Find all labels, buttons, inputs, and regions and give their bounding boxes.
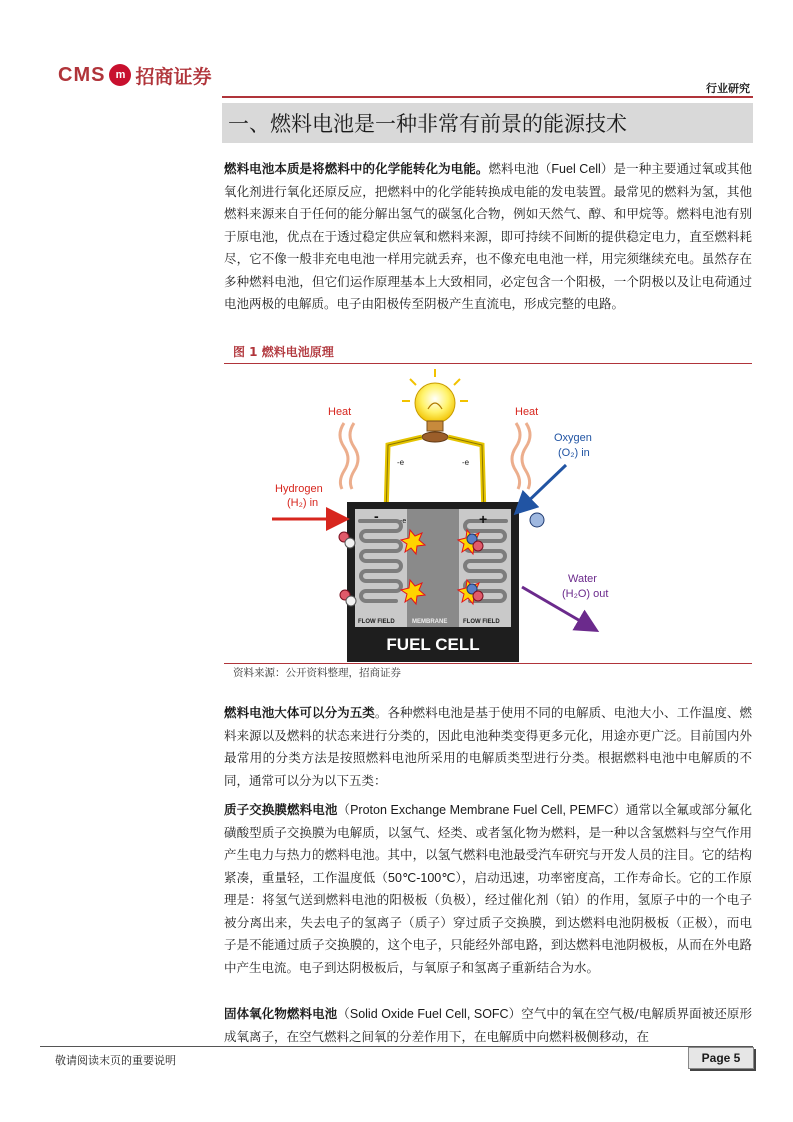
- paragraph-text: ），启动迅速，功率密度高，工作寿命长。它的工作原理是：将氢气送到燃料电池的阳极板（负极），经过催化剂（铂）的作用，氢原子中的一个电子被分离出来，失去电子的氢离子（质子）穿过质子交换膜，到达燃料电池阴极板（正极），而电子是不能通过质子交换膜的，这个电子，只能经外部电路，到达燃料电池阴极板，从而在外电路中产生电流。电子到达阴极板后，与氧原子和氢离子重新结合为水。: [224, 869, 752, 975]
- fuel-cell-label: FUEL CELL: [386, 635, 480, 654]
- paragraph-lead: 固体氧化物燃料电池: [224, 1006, 338, 1021]
- electron-label-cell: -e: [400, 518, 407, 525]
- footer-notice: 敬请阅读末页的重要说明: [55, 1054, 176, 1067]
- report-type: 行业研究: [706, 82, 750, 95]
- paragraph-text: ）是一种主要通过氧或其他氧化剂进行氧化还原反应，把燃料中的化学能转换成电能的发电装置。最常见的燃料为氢，其他燃料来源来自于任何的能分解出氢气的碳氢化合物，例如天然气、醇、和甲烷等。燃料电池有别于原电池，优点在于透过稳定供应氧和燃料来源，即可持续不间断的提供稳定电力，直至燃料耗尽，它不像一般非充电电池一样用完就丢弃，也不像充电电池一样，用完须继续充电。虽然存在多种燃料电池，但它们运作原理基本上大致相同，必定包含一个阳极，一个阴极以及让电荷通过电池两极的电解质。电子由阳极传至阴极产生直流电，形成完整的电路。: [224, 161, 752, 311]
- paragraph-text: （: [337, 1006, 350, 1021]
- paragraph-lead: 燃料电池大体可以分为五类: [224, 705, 375, 720]
- oxygen-formula-label: (O₂) in: [558, 447, 590, 459]
- flow-field-right-label: FLOW FIELD: [463, 619, 500, 625]
- figure-top-rule: [224, 363, 752, 364]
- paragraph-fuel-cell-types: [224, 702, 752, 792]
- paragraph-text: 燃料电池（: [488, 161, 552, 176]
- water-label: Water: [568, 573, 597, 585]
- electron-label-right: -e: [462, 458, 470, 467]
- paragraph-term: 50℃-100℃: [388, 870, 456, 885]
- paragraph-lead: 燃料电池本质是将燃料中的化学能转化为电能。: [224, 161, 489, 176]
- membrane: [407, 509, 459, 627]
- logo-chinese: 招商证券: [135, 65, 212, 88]
- footer-divider: [40, 1046, 753, 1047]
- paragraph-term: Solid Oxide Fuel Cell, SOFC: [349, 1007, 509, 1021]
- heat-right-label: Heat: [515, 406, 539, 418]
- hydrogen-formula-label: (H₂) in: [287, 497, 319, 509]
- heat-left-icon: [340, 423, 358, 489]
- header-divider: [222, 96, 753, 98]
- logo-mark-icon: m: [109, 64, 131, 86]
- heat-right-icon: [512, 423, 530, 489]
- water-formula-label: (H₂O) out: [562, 588, 609, 600]
- paragraph-text: ）空气中的氧在空气极/电解质界面被还原形成氧离子，在空气燃料之间氧的分差作用下，在电解质中向燃料极侧移动，在: [224, 1006, 752, 1044]
- company-logo: [58, 62, 211, 88]
- paragraph-text: ）通常以全氟或部分氟化磺酸型质子交换膜为电解质，以氢气、烃类、或者氢化物为燃料，是一种以含氢燃料与空气作用产生电力与热力的燃料电池。其中，以氢气燃料电池最受汽车研究与开发人员的注目。它的结构紧凑，重量轻，工作温度低（: [224, 802, 752, 885]
- section-title: 一、燃料电池是一种非常有前景的能源技术: [228, 112, 627, 136]
- hydrogen-label: Hydrogen: [275, 483, 323, 495]
- membrane-label: MEMBRANE: [412, 619, 448, 625]
- paragraph-sofc: [224, 1003, 752, 1047]
- figure-title: 图 1 燃料电池原理: [233, 345, 334, 359]
- paragraph-text: 。各种燃料电池是基于使用不同的电解质、电池大小、工作温度、燃料来源以及燃料的状态来进行分类的，因此电池种类变得更多元化，用途亦更广泛。目前国内外最常用的分类方法是按照燃料电池所采用的电解质类型进行分类。根据燃料电池中电解质的不同，通常可以分为以下五类：: [224, 705, 752, 788]
- fuel-cell-diagram: [260, 365, 620, 662]
- figure-bottom-rule: [224, 663, 752, 664]
- cathode-plus-sign: +: [479, 511, 488, 527]
- paragraph-term: Proton Exchange Membrane Fuel Cell, PEMFC: [350, 803, 614, 817]
- figure-source: 资料来源：公开资料整理，招商证券: [233, 667, 401, 679]
- section-heading-bar: [222, 103, 753, 143]
- page-number: Page 5: [688, 1047, 754, 1069]
- paragraph-pemfc: [224, 799, 752, 979]
- logo-latin: CMS: [58, 63, 106, 86]
- paragraph-term: Fuel Cell: [551, 162, 601, 176]
- anode-minus-sign: -: [374, 508, 379, 524]
- flow-field-left-label: FLOW FIELD: [358, 619, 395, 625]
- electron-label-left: -e: [397, 458, 405, 467]
- paragraph-text: （: [337, 802, 351, 817]
- heat-left-label: Heat: [328, 406, 352, 418]
- paragraph-fuel-cell-essence: [224, 158, 752, 316]
- light-bulb-icon: [402, 369, 468, 442]
- paragraph-lead: 质子交换膜燃料电池: [224, 802, 338, 817]
- oxygen-label: Oxygen: [554, 432, 592, 444]
